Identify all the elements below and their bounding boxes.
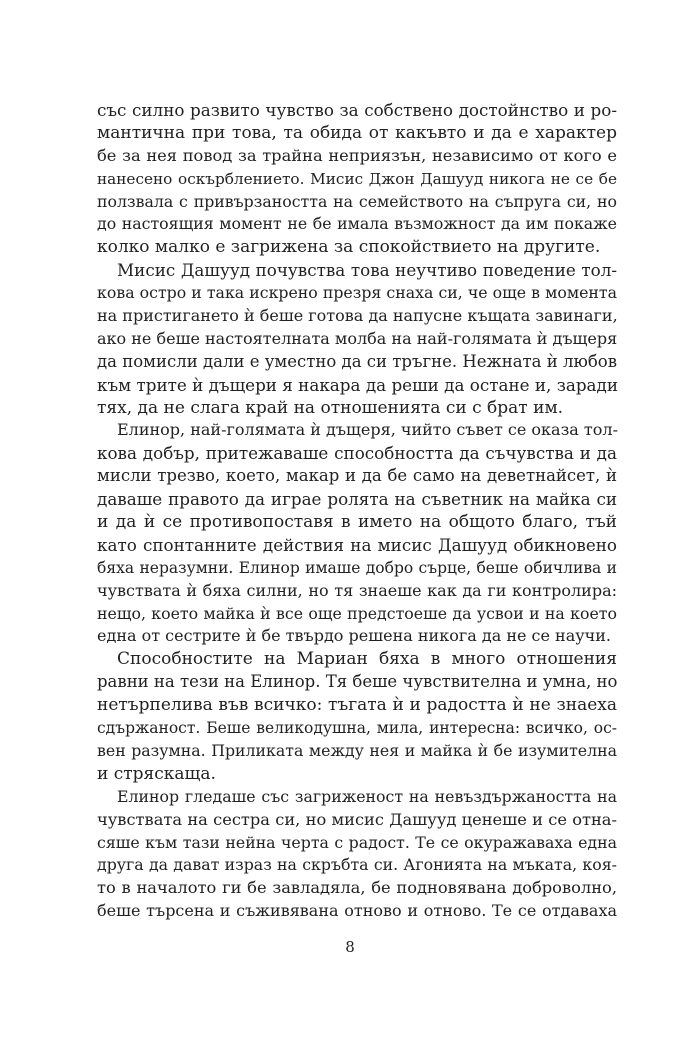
text-line: на пристигането ѝ беше готова да напусне къщата завинаги, (97, 306, 618, 326)
text-line: Елинор, най-голямата ѝ дъщеря, чийто съвет се оказа тол- (117, 420, 618, 440)
text-line: Способностите на Мариан бяха в много отношения (117, 649, 617, 670)
text-line: до настоящия момент не бе имала възможност да им покаже (97, 214, 617, 234)
text-line: Мисис Дашууд почувства това неучтиво поведение тол- (117, 260, 617, 281)
text-line: като спонтанните действия на мисис Дашууд обикновено (97, 534, 617, 555)
text-line: сдържаност. Беше великодушна, мила, интересна: всичко, ос- (97, 719, 617, 738)
text-line: мантична при това, та обида от какъвто и да е характер (97, 122, 617, 143)
text-line: кова остро и така искрено презря снаха си, че още в момента (97, 283, 617, 303)
text-line: чувствата ѝ бяха силни, но тя знаеше как да ги контролира: (97, 580, 617, 600)
text-line: чувствата на сестра си, но мисис Дашууд ценеше и се отна- (97, 809, 617, 829)
text-line: една от сестрите ѝ бе твърдо решена никога да не се научи. (97, 626, 611, 646)
text-line: нанесено оскърблението. Мисис Джон Дашууд никога не се бе (97, 169, 617, 188)
text-line: бе за нея повод за трайна неприязън, независимо от кого е (97, 145, 617, 165)
body-text (97, 99, 617, 923)
text-line: равни на тези на Елинор. Тя беше чувствителна и умна, но (97, 672, 618, 692)
text-line: ако не беше настоятелната молба на най-голямата ѝ дъщеря (97, 328, 618, 348)
text-line: беше търсена и съживявана отново и отново. Те се отдаваха (97, 901, 617, 921)
text-line: мисли трезво, което, макар и да бе само на деветнайсет, ѝ (97, 466, 617, 486)
text-line: кова добър, притежаваше способността да съчувства и да (97, 443, 617, 464)
text-line: нетърпелива във всичко: тъгата ѝ и радостта ѝ не знаеха (97, 695, 617, 716)
text-line: то в началото ги бе завладяла, бе подновявана доброволно, (97, 878, 617, 898)
text-line: Елинор гледаше със загриженост на невъздържаността на (117, 786, 617, 806)
text-line: и да ѝ се противопоставя в името на общото благо, тъй (97, 512, 617, 533)
text-line: бяха неразумни. Елинор имаше добро сърце, беше обичлива и (97, 558, 617, 577)
text-line: със силно развито чувство за собствено достойнство и ро- (97, 100, 617, 120)
text-line: сяше към тази нейна черта с радост. Те се окуражаваха една (97, 832, 617, 852)
text-line: нещо, което майка ѝ все още предстоеше да усвои и на което (97, 603, 617, 623)
text-line: да помисли дали е уместно да си тръгне. Нежната ѝ любов (97, 351, 617, 371)
text-line: и стряскаща. (97, 763, 216, 784)
text-line: даваше правото да играе ролята на съветник на майка си (97, 489, 617, 510)
text-line: към трите ѝ дъщери я накара да реши да остане и, заради (97, 374, 619, 395)
text-line: колко малко е загрижена за спокойствието на другите. (97, 237, 601, 258)
text-line: друга да дават израз на скръбта си. Агонията на мъката, коя- (97, 855, 617, 875)
text-line: ползвала с привързаността на семейството на съпруга си, но (97, 191, 617, 211)
text-line: вен разумна. Приликата между нея и майка ѝ бе изумителна (97, 740, 617, 760)
text-line: тях, да не слага край на отношенията си с брат им. (97, 397, 564, 418)
page-number: 8 (345, 938, 355, 956)
